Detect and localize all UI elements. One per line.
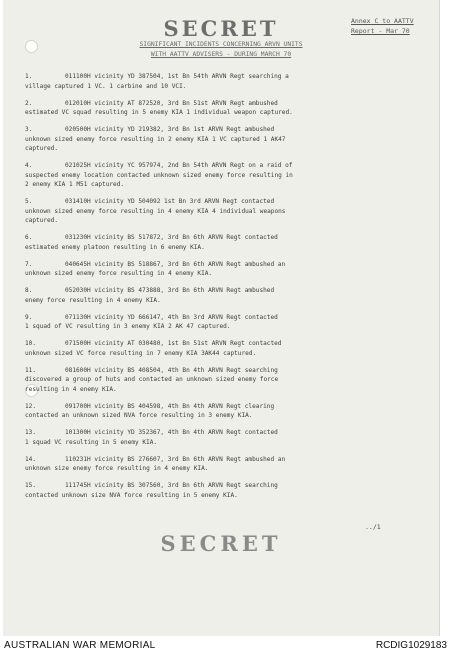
incident-entry — [25, 455, 415, 474]
annex-reference — [351, 16, 414, 36]
incident-entry — [25, 125, 415, 154]
incident-line-first: 110231H vicinity BS 276607, 3rd Bn 6th ARVN Regt ambushed an — [65, 455, 286, 463]
incident-number: 15. — [25, 482, 37, 489]
incident-line-rest: 1 squad of VC resulting in 3 enemy KIA 2 AK 47 captured. — [25, 323, 231, 330]
document-subtitle — [3, 40, 439, 60]
incident-number: 9. — [25, 313, 33, 321]
classification-stamp-bottom: SECRET — [160, 531, 282, 556]
incident-entry — [25, 233, 415, 252]
incident-line-rest: unknown sized enemy force resulting in 4 enemy KIA. — [25, 270, 213, 277]
incident-number: 2. — [25, 99, 33, 107]
subtitle-line-1: SIGNIFICANT INCIDENTS CONCERNING ARVN UNITS — [139, 41, 303, 48]
incident-number: 7. — [25, 260, 33, 268]
incident-number: 3. — [25, 126, 33, 133]
incident-line-first: 071130H vicinity YD 666147, 4th Bn 3rd ARVN Regt contacted — [65, 313, 278, 321]
incident-line-first: 101300H vicinity YD 352367, 4th Bn 4th ARVN Regt contacted — [65, 429, 278, 436]
incident-line-rest: unknown sized VC force resulting in 7 enemy KIA 3AK44 captured. — [25, 349, 257, 357]
incident-line-first: 011100H vicinity YD 387504, 1st Bn 54th ARVN Regt searching a — [65, 73, 289, 80]
incident-entry — [25, 197, 415, 226]
annex-line-1: Annex C to AATTV — [351, 17, 414, 25]
incident-line-first: 040645H vicinity BS 518867, 3rd Bn 6th ARVN Regt ambushed an — [65, 260, 286, 268]
incident-entry — [25, 481, 415, 500]
incident-entry — [25, 366, 415, 395]
footer-record-id: RCDIG1029183 — [375, 640, 447, 651]
incident-line-rest: contacted an unknown sized NVA force resulting in 3 enemy KIA. — [25, 412, 253, 419]
incident-number: 13. — [25, 429, 37, 436]
incident-number: 1. — [25, 73, 33, 80]
incident-line-first: 020500H vicinity YD 219382, 3rd Bn 1st ARVN Regt ambushed — [65, 126, 275, 133]
incident-list — [25, 72, 415, 508]
incident-line-first: 012010H vicinity AT 872520, 3rd Bn 51st ARVN Regt ambushed — [65, 99, 278, 107]
annex-line-2: Report - Mar 70 — [351, 27, 410, 35]
incident-number: 5. — [25, 198, 33, 205]
incident-line-rest: unknown sized enemy force resulting in 4 enemy KIA 4 individual weapons captured. — [25, 207, 286, 224]
incident-line-first: 031410H vicinity YD 504092 1st Bn 3rd ARVN Regt contacted — [65, 198, 275, 205]
incident-number: 8. — [25, 287, 33, 294]
incident-line-rest: estimated VC squad resulting in 5 enemy KIA 1 individual weapon captured. — [25, 109, 293, 116]
footer-archive-name: AUSTRALIAN WAR MEMORIAL — [4, 640, 156, 651]
incident-entry — [25, 402, 415, 421]
incident-line-rest: discovered a group of huts and contacted an unknown sized enemy force resulting in 4 enemy KIA. — [25, 376, 279, 393]
classification-stamp-top: SECRET — [163, 16, 279, 41]
incident-line-first: 052030H vicinity BS 473888, 3rd Bn 6th ARVN Regt ambushed — [65, 287, 275, 294]
incident-entry — [25, 260, 415, 279]
incident-number: 11. — [25, 366, 37, 374]
subtitle-line-2: WITH AATTV ADVISERS - DURING MARCH 70 — [150, 51, 292, 58]
incident-line-rest: 1 squad VC resulting in 5 enemy KIA. — [25, 438, 158, 446]
incident-number: 10. — [25, 340, 37, 347]
incident-entry — [25, 99, 415, 118]
incident-line-first: 021025H vicinity YC 957974, 2nd Bn 54th ARVN Regt on a raid of — [65, 162, 293, 169]
incident-entry — [25, 72, 415, 91]
incident-line-rest: village captured 1 VC. 1 carbine and 10 VCI. — [25, 82, 187, 90]
incident-number: 14. — [25, 455, 37, 463]
incident-line-rest: estimated enemy platoon resulting in 6 enemy KIA. — [25, 243, 205, 251]
incident-entry — [25, 313, 415, 332]
incident-entry — [25, 428, 415, 447]
incident-number: 4. — [25, 162, 33, 169]
document-page — [3, 0, 439, 636]
incident-entry — [25, 161, 415, 190]
incident-line-first: 091700H vicinity BS 404598, 4th Bn 4th ARVN Regt clearing — [65, 402, 275, 410]
incident-line-first: 081600H vicinity BS 408504, 4th Bn 4th ARVN Regt searching — [65, 366, 278, 374]
incident-entry — [25, 286, 415, 305]
continuation-marker: ../1 — [365, 523, 381, 531]
incident-line-rest: unknown sized enemy force resulting in 2 enemy KIA 1 VC captured 1 AK47 captured. — [25, 135, 286, 152]
archive-footer — [0, 638, 451, 654]
incident-entry — [25, 339, 415, 358]
incident-line-first: 031230H vicinity BS 517872, 3rd Bn 6th ARVN Regt contacted — [65, 234, 278, 241]
incident-line-rest: enemy force resulting in 4 enemy KIA. — [25, 296, 161, 304]
incident-line-first: 071500H vicinity AT 030480, 1st Bn 51st ARVN Regt contacted — [65, 340, 282, 347]
incident-line-rest: unknown size enemy force resulting in 4 enemy KIA. — [25, 465, 209, 472]
incident-line-rest: suspected enemy location contacted unknown sized enemy force resulting in 2 enemy KIA 1 M51 captured. — [25, 171, 293, 188]
incident-number: 12. — [25, 402, 37, 410]
incident-line-first: 111745H vicinity BS 307560, 3rd Bn 6th ARVN Regt searching — [65, 482, 278, 489]
incident-line-rest: contacted unknown size NVA force resulting in 5 enemy KIA. — [25, 491, 238, 499]
incident-number: 6. — [25, 234, 33, 241]
